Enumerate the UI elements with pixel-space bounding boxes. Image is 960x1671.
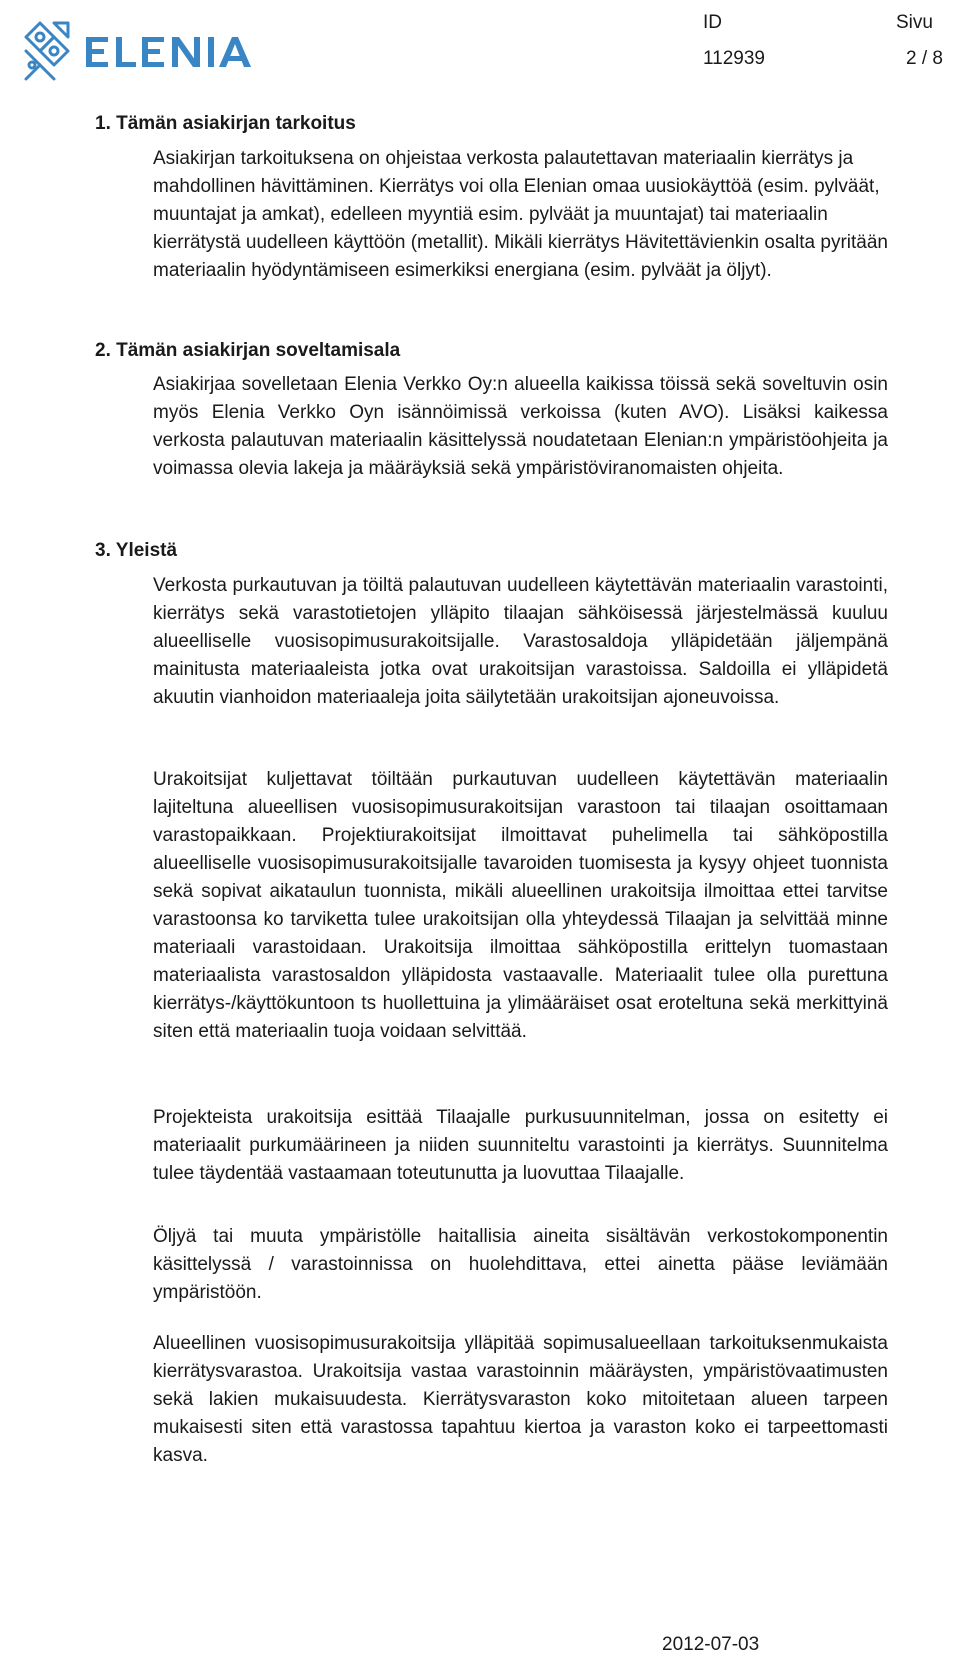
footer-date: 2012-07-03 bbox=[662, 1634, 760, 1655]
page-number-value: 2 / 8 bbox=[906, 48, 943, 69]
section-heading-general: 3. Yleistä bbox=[95, 540, 178, 561]
document-id-value: 112939 bbox=[703, 48, 765, 69]
section-general-paragraph-3: Projekteista urakoitsija esittää Tilaajalle purkusuunnitelman, jossa on esitetty ei materiaalit purkumäärineen ja niiden suunniteltu varastointi ja kierrätys. Suunnitelma tulee täydentää vastaamaan toteutunutta ja luovuttaa Tilaajalle. bbox=[153, 1107, 888, 1184]
elenia-logo-mark bbox=[18, 15, 263, 85]
section-scope-paragraph: Asiakirjaa sovelletaan Elenia Verkko Oy:n alueella kaikissa töissä sekä soveltuvin osin myös Elenia Verkko Oyn isännöimissä verkoissa (kuten AVO). Lisäksi kaikessa verkosta palautuvan materiaalin käsittelyssä noudatetaan Elenian:n ympäristöohjeita ja voimassa olevia lakeja ja määräyksiä sekä ympäristöviranomaisten ohjeita. bbox=[153, 374, 888, 479]
elenia-logo bbox=[18, 15, 263, 85]
page-number-label: Sivu bbox=[896, 12, 933, 33]
section-purpose-paragraph: Asiakirjan tarkoituksena on ohjeistaa verkosta palautettavan materiaalin kierrätys ja mahdollinen hävittäminen. Kierrätys voi olla Elenian omaa uusiokäyttöä (esim. pylväät, muuntajat ja amkat), edelleen myyntiä esim. pylväät ja muuntajat) tai materiaalin kierrätystä uudelleen käyttöön (metallit). Mikäli kierrätys Hävitettävienkin osalta pyritään materiaalin hyödyntämiseen esimerkiksi energiana (esim. pylväät ja öljyt). bbox=[153, 148, 888, 281]
document-id-label: ID bbox=[703, 12, 722, 33]
section-heading-scope: 2. Tämän asiakirjan soveltamisala bbox=[95, 340, 401, 361]
section-heading-purpose: 1. Tämän asiakirjan tarkoitus bbox=[95, 113, 356, 134]
section-general-paragraph-2: Urakoitsijat kuljettavat töiltään purkautuvan uudelleen käytettävän materiaalin lajiteltuna alueellisen vuosisopimusurakoitsijan varastoon tai tilaajan osoittamaan varastopaikkaan. Projektiurakoitsijat ilmoittavat puhelimella tai sähköpostilla alueelliselle vuosisopimusurakoitsijalle tavaroiden tuomisesta ja kysyy ohjeet tuonnista sekä sopivat aikataulun tuonnista, mikäli alueellinen urakoitsija ilmoittaa ettei tarvitse varastoonsa ko tarviketta tulee urakoitsijan olla yhteydessä Tilaajan ja selvittää minne materiaali varastoidaan. Urakoitsija ilmoittaa sähköpostilla erittelyn tuomastaan materiaalista varastosaldon ylläpidosta vastaavalle. Materiaalit tulee olla purettuna kierrätys-/käyttökuntoon ts huollettuina ja ylimääräiset osat eroteltuna sekä merkittyinä siten että materiaalin tuoja voidaan selvittää. bbox=[153, 769, 888, 1042]
section-general-paragraph-5: Alueellinen vuosisopimusurakoitsija ylläpitää sopimusalueellaan tarkoituksenmukaista kierrätysvarastoa. Urakoitsija vastaa varastoinnin määräysten, ympäristövaatimusten sekä lakien mukaisuudesta. Kierrätysvaraston koko mitoitetaan alueen tarpeen mukaisesti siten että varastossa tapahtuu kiertoa ja varaston koko ei tarpeettomasti kasva. bbox=[153, 1333, 888, 1466]
page-header bbox=[0, 0, 960, 95]
section-general-paragraph-4: Öljyä tai muuta ympäristölle haitallisia aineita sisältävän verkostokomponentin käsittelyssä / varastoinnissa on huolehdittava, ettei ainetta pääse leviämään ympäristöön. bbox=[153, 1226, 888, 1303]
section-general-paragraph-1: Verkosta purkautuvan ja töiltä palautuvan uudelleen käytettävän materiaalin varastointi, kierrätys sekä varastotietojen ylläpito tilaajan sähköisessä järjestelmässä kuuluu alueelliselle vuosisopimusurakoitsijalle. Varastosaldoja ylläpidetään jäljempänä mainitusta materiaaleista jotka ovat urakoitsijan varastoissa. Saldoilla ei ylläpidetä akuutin vianhoidon materiaaleja joita säilytetään urakoitsijan ajoneuvoissa. bbox=[153, 575, 888, 708]
